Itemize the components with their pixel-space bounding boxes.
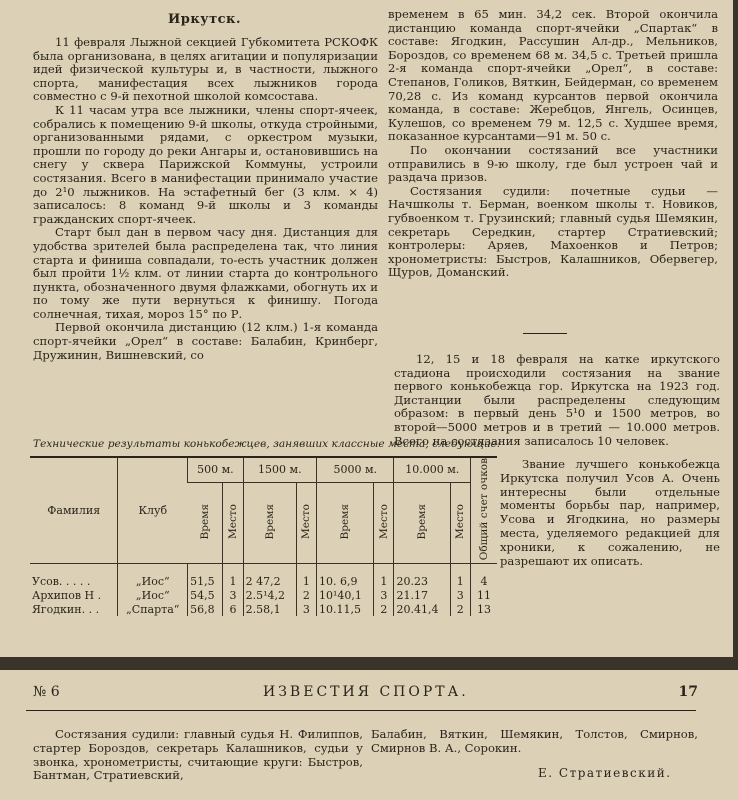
signature: Е. Стратиевский. bbox=[538, 766, 672, 780]
cell-total: 13 bbox=[471, 602, 498, 616]
cell-place: 2 bbox=[374, 602, 394, 616]
header-rule bbox=[26, 710, 696, 711]
cell-place: 3 bbox=[450, 588, 470, 602]
cell-time: 51,5 bbox=[188, 564, 223, 589]
header-place-label: Место bbox=[377, 504, 390, 539]
cell-name: Усов. . . . . bbox=[30, 564, 118, 589]
paragraph: Первой окончила дистанцию (12 клм.) 1-я команда спорт-ячейки „Орел“ в составе: Балабин, Кринберг, Дружинин, Вишневский, со bbox=[33, 320, 378, 362]
cell-time: 2 47,2 bbox=[243, 564, 296, 589]
cell-club: „Спарта“ bbox=[118, 602, 188, 616]
column-left bbox=[33, 36, 378, 362]
cell-place: 1 bbox=[223, 564, 243, 589]
cell-time: 21.17 bbox=[394, 588, 450, 602]
header-place bbox=[450, 482, 470, 564]
column-right bbox=[388, 8, 718, 280]
page-number: 17 bbox=[678, 684, 698, 700]
header-place-label: Место bbox=[454, 504, 467, 539]
column-right-lower bbox=[394, 353, 720, 448]
table-row bbox=[30, 564, 497, 589]
cell-place: 1 bbox=[374, 564, 394, 589]
header-time-label: Время bbox=[416, 503, 429, 540]
cell-time: 10¹40,1 bbox=[316, 588, 373, 602]
results-table bbox=[30, 456, 497, 616]
cell-time: 20.41,4 bbox=[394, 602, 450, 616]
cell-place: 6 bbox=[223, 602, 243, 616]
cell-name: Ягодкин. . . bbox=[32, 602, 100, 616]
cell-time: 56,8 bbox=[188, 602, 223, 616]
cell-place: 2 bbox=[296, 588, 316, 602]
cell-place: 1 bbox=[450, 564, 470, 589]
cell-total: 4 bbox=[471, 564, 498, 589]
cell-time: 2.58,1 bbox=[243, 602, 296, 616]
paragraph: 12, 15 и 18 февраля на катке иркутского стадиона происходили состязания на звание первого конькобежца гор. Иркутска на 1923 год. Дистанции были распределены следующим образом: в первый день 5¹0 и 1500 метров, во второй—5000 метров и в третий — 10.000 метров. Всего на состязания записалось 10 человек. bbox=[394, 352, 720, 448]
header-name: Фамилия bbox=[30, 457, 118, 564]
header-time bbox=[316, 482, 373, 564]
table-row bbox=[30, 588, 497, 602]
header-total bbox=[471, 457, 498, 564]
paragraph: Состязания судили: главный судья Н. Филиппов, стартер Бороздов, секретарь Калашников, судьи у звонка, хронометристы, считающие круги: Быстров, Бантман, Стратиевский, bbox=[33, 727, 363, 783]
header-time bbox=[243, 482, 296, 564]
side-paragraph bbox=[500, 458, 720, 568]
header-place bbox=[223, 482, 243, 564]
cell-place: 2 bbox=[450, 602, 470, 616]
header-place bbox=[374, 482, 394, 564]
header-place bbox=[296, 482, 316, 564]
cell-club: „Иос“ bbox=[118, 564, 188, 589]
cell-place: 1 bbox=[296, 564, 316, 589]
header-club: Клуб bbox=[118, 457, 188, 564]
cell-total: 11 bbox=[471, 588, 498, 602]
header-place-label: Место bbox=[226, 504, 239, 539]
cell-time: 10. 6,9 bbox=[316, 564, 373, 589]
paragraph: Старт был дан в первом часу дня. Дистанция для удобства зрителей была распределена так, что линия старта и финиша совпадали, то-есть участник должен был пройти 1½ клм. от линии старта до контрольного пункта, обозначенного двумя флажками, обогнуть их и по тому же пути вернуться к финишу. Погода солнечная, тихая, мороз 15° по Р. bbox=[33, 225, 378, 321]
judges-left bbox=[33, 728, 363, 783]
header-time-label: Время bbox=[263, 503, 276, 540]
paragraph: временем в 65 мин. 34,2 сек. Второй окончила дистанцию команда спорт-ячейки „Спартак“ в составе: Ягодкин, Рассушин Ал-др., Мельников, Бороздов, со временем 68 м. 34,5 с. Третьей пришла 2-я команда спорт-ячейки „Орел“, в составе: Степанов, Голиков, Вяткин, Бейдерман, со временем 70,28 с. Из команд курсантов первой окончила команда, в составе: Жеребцов, Янгель, Осинцев, Кулешов, со временем 79 м. 12,5 с. Худшее время, показанное курсантами—91 м. 50 с. bbox=[388, 7, 718, 144]
header-5000: 5000 м. bbox=[316, 457, 394, 482]
paragraph: Балабин, Вяткин, Шемякин, Толстов, Смирнов, Смирнов В. А., Сорокин. bbox=[371, 727, 698, 755]
article-title: Иркутск. bbox=[168, 12, 241, 27]
header-time-label: Время bbox=[339, 503, 352, 540]
header-time bbox=[394, 482, 450, 564]
paragraph: 11 февраля Лыжной секцией Губкомитета РСКОФК была организована, в целях агитации и популяризации идей физической культуры и, в частности, лыжного спорта, манифестация всех лыжников города совместно с 9-й пехотной школой комсостава. bbox=[33, 35, 378, 104]
header-time bbox=[188, 482, 223, 564]
judges-right bbox=[371, 728, 698, 756]
issue-number: № 6 bbox=[33, 684, 60, 700]
header-500: 500 м. bbox=[188, 457, 244, 482]
cell-place: 3 bbox=[223, 588, 243, 602]
section-divider bbox=[523, 333, 567, 334]
header-1500: 1500 м. bbox=[243, 457, 316, 482]
cell-time: 54,5 bbox=[188, 588, 223, 602]
cell-club: „Иос“ bbox=[118, 588, 188, 602]
cell-time: 2.5¹4,2 bbox=[243, 588, 296, 602]
cell-place: 3 bbox=[296, 602, 316, 616]
header-place-label: Место bbox=[300, 504, 313, 539]
cell-place: 3 bbox=[374, 588, 394, 602]
cell-time: 10.11,5 bbox=[316, 602, 373, 616]
paragraph: По окончании состязаний все участники отправились в 9-ю школу, где был устроен чай и раздача призов. bbox=[388, 142, 718, 185]
paragraph: Звание лучшего конькобежца Иркутска получил Усов А. Очень интересны были отдельные моменты борьбы пар, например, Усова и Ягодкина, но размеры места, уделяемого редакцией для хроники, к сожалению, не разрешают их описать. bbox=[500, 457, 720, 568]
header-time-label: Время bbox=[198, 503, 211, 540]
journal-name: ИЗВЕСТИЯ СПОРТА. bbox=[263, 684, 469, 700]
header-total-label: Общий счет очков bbox=[478, 458, 490, 561]
paragraph: Состязания судили: почетные судьи — Начшколы т. Берман, военком школы т. Новиков, губвоенком т. Грузинский; главный судья Шемякин, секретарь Середкин, стартер Стратиевский; контролеры: Аряев, Махоенков и Петров; хронометристы: Быстров, Калашников, Обервегер, Щуров, Доманский. bbox=[388, 183, 718, 280]
cell-time: 20.23 bbox=[394, 564, 450, 589]
paragraph: К 11 часам утра все лыжники, члены спорт-ячеек, собрались к помещению 9-й школы, откуда стройными, организованными рядами, с оркестром музыки, прошли по городу до реки Ангары и, остановившись на снегу у сквера Парижской Коммуны, устроили состязания. Всего в манифестации принимало участие до 2¹0 лыжников. На эстафетный бег (3 клм. × 4) записалось: 8 команд 9-й школы и 3 команды гражданских спорт-ячеек. bbox=[33, 102, 378, 226]
table-caption: Технические результаты конькобежцев, занявших классные места, следующие: bbox=[33, 438, 501, 450]
table-row bbox=[30, 602, 497, 616]
cell-name: Архипов Н . bbox=[32, 588, 102, 602]
header-10000: 10.000 м. bbox=[394, 457, 471, 482]
